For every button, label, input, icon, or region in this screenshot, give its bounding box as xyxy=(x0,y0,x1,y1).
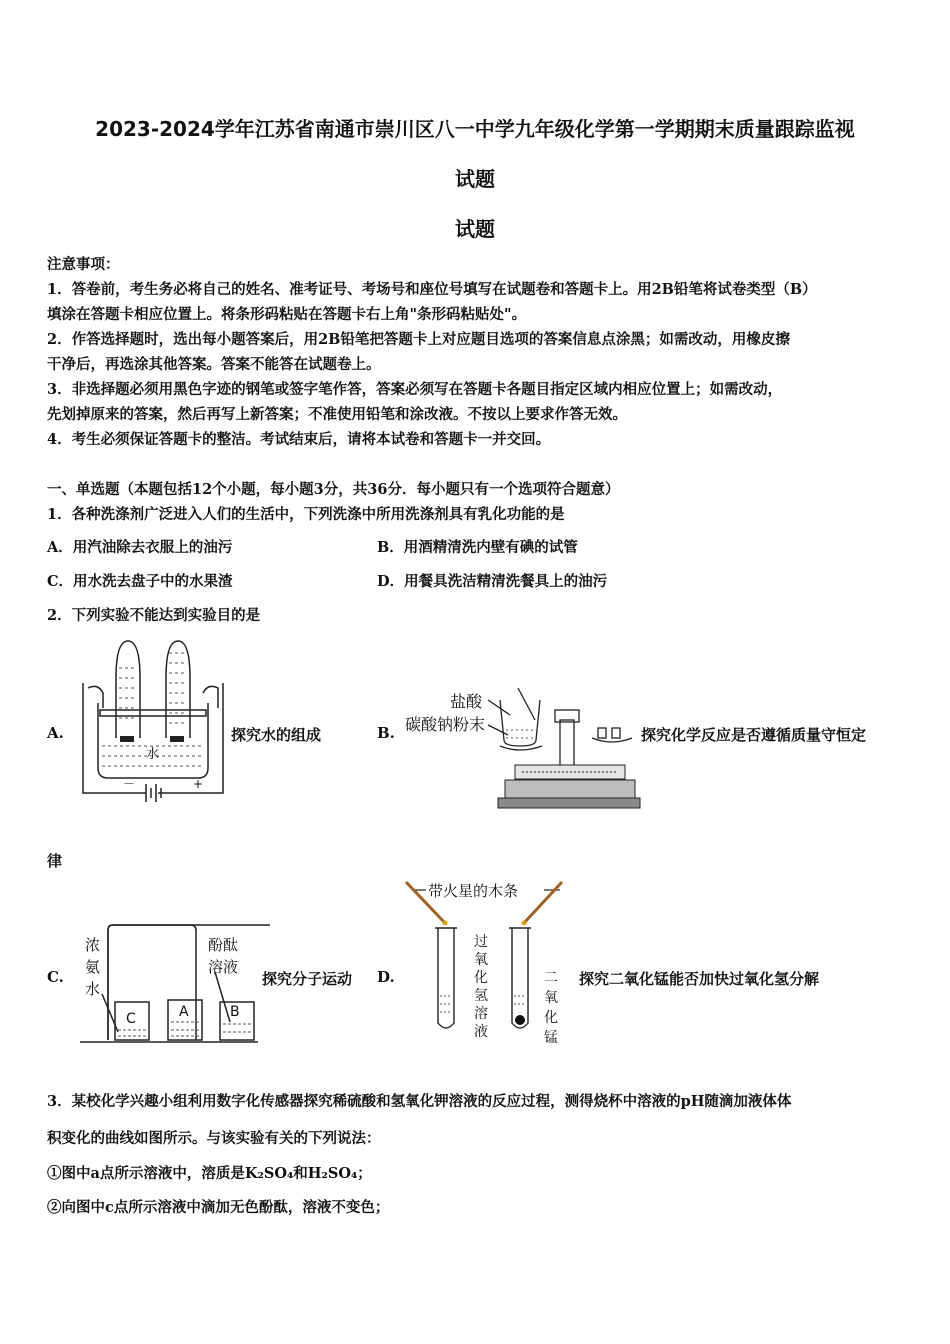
phenolphthalein-label-2: 溶液 xyxy=(208,958,239,976)
q1-option-c: C．用水洗去盘子中的水果渣 xyxy=(47,573,233,590)
q2-option-d-caption: 探究二氧化锰能否加快过氧化氢分解 xyxy=(579,970,820,988)
q2-option-b-caption: 探究化学反应是否遵循质量守恒定 xyxy=(641,726,867,744)
q2-option-c-caption: 探究分子运动 xyxy=(262,970,353,988)
notice-line: 先划掉原来的答案，然后再写上新答案；不准使用铅笔和涂改液。不按以上要求作答无效。 xyxy=(47,406,627,423)
h2o2-label-5: 溶 xyxy=(474,1006,488,1022)
q1-option-d: D．用餐具洗洁精清洗餐具上的油污 xyxy=(377,573,608,590)
h2o2-label-4: 氢 xyxy=(474,988,488,1004)
q3-statement-2: ②向图中c点所示溶液中滴加无色酚酞，溶液不变色； xyxy=(47,1199,390,1216)
notice-line: 干净后，再选涂其他答案。答案不能答在试题卷上。 xyxy=(47,356,381,373)
h2o2-label-1: 过 xyxy=(474,934,488,950)
ammonia-label-3: 水 xyxy=(85,980,101,998)
q1-stem: 1．各种洗涤剂广泛进入人们的生活中，下列洗涤中所用洗涤剂具有乳化功能的是 xyxy=(47,506,565,523)
section-heading: 一、单选题（本题包括12个小题，每小题3分，共36分．每小题只有一个选项符合题意） xyxy=(47,481,620,498)
mno2-label-3: 化 xyxy=(544,1010,558,1026)
q1-option-a: A．用汽油除去衣服上的油污 xyxy=(47,539,233,556)
q2-option-d-letter: D. xyxy=(377,968,395,986)
notice-heading: 注意事项： xyxy=(47,256,120,273)
water-label: 水 xyxy=(146,747,160,762)
beaker-a-label: A xyxy=(179,1004,189,1020)
q2-option-a-caption: 探究水的组成 xyxy=(231,726,322,744)
h2o2-label-6: 液 xyxy=(474,1024,488,1040)
q2-stem: 2．下列实验不能达到实验目的是 xyxy=(47,607,261,624)
molecular-motion-figure xyxy=(80,922,260,1047)
paper-title-line1: 2023-2024学年江苏省南通市崇川区八一中学九年级化学第一学期期末质量跟踪监视 xyxy=(95,117,855,141)
q2-option-b-letter: B. xyxy=(377,724,395,742)
q3-stem-line2: 积变化的曲线如图所示。与该实验有关的下列说法： xyxy=(47,1130,381,1147)
q3-statement-1: ①图中a点所示溶液中，溶质是K₂SO₄和H₂SO₄； xyxy=(47,1165,372,1182)
negative-terminal-label: － xyxy=(123,777,136,791)
q3-stem-line1: 3．某校化学兴趣小组利用数字化传感器探究稀硫酸和氢氧化钾溶液的反应过程，测得烧杯中溶液的pH随滴加液体体 xyxy=(47,1093,792,1110)
positive-terminal-label: + xyxy=(193,777,204,791)
beaker-c-label: C xyxy=(126,1011,136,1027)
h2o2-label-3: 化 xyxy=(474,970,488,986)
q1-option-b: B．用酒精清洗内壁有碘的试管 xyxy=(377,539,578,556)
ammonia-label-2: 氨 xyxy=(85,958,101,976)
mno2-label-4: 锰 xyxy=(544,1030,558,1046)
q2-option-b-caption-wrap: 律 xyxy=(47,852,63,870)
phenolphthalein-label-1: 酚酞 xyxy=(208,936,239,954)
mno2-label-1: 二 xyxy=(544,970,558,986)
paper-title-line2: 试题 xyxy=(455,167,495,191)
q2-option-c-letter: C. xyxy=(47,968,64,986)
q2-option-a-letter: A. xyxy=(47,724,64,742)
notice-line: 4．考生必须保证答题卡的整洁。考试结束后，请将本试卷和答题卡一并交回。 xyxy=(47,431,551,448)
balance-apparatus-figure xyxy=(400,680,640,812)
mno2-label-2: 氧 xyxy=(544,990,558,1006)
h2o2-label-2: 氧 xyxy=(474,952,488,968)
notice-line: 填涂在答题卡相应位置上。将条形码粘贴在答题卡右上角"条形码粘贴处"。 xyxy=(47,306,527,323)
notice-line: 3．非选择题必须用黑色字迹的钢笔或签字笔作答，答案必须写在答题卡各题目指定区域内相应位置上；如需改动， xyxy=(47,381,783,398)
notice-line: 1．答卷前，考生务必将自己的姓名、准考证号、考场号和座位号填写在试题卷和答题卡上。用2B铅笔将试卷类型（B） xyxy=(47,281,817,298)
electrolysis-apparatus-figure xyxy=(78,638,228,818)
catalysis-apparatus-figure xyxy=(400,878,570,1048)
beaker-b-label: B xyxy=(230,1004,240,1020)
sodium-carbonate-label: 碳酸钠粉末 xyxy=(405,715,486,734)
hydrochloric-acid-label: 盐酸 xyxy=(450,692,483,711)
ammonia-label-1: 浓 xyxy=(85,936,101,954)
glowing-splint-label: 带火星的木条 xyxy=(428,882,519,900)
paper-title-line3: 试题 xyxy=(455,217,495,241)
notice-line: 2．作答选择题时，选出每小题答案后，用2B铅笔把答题卡上对应题目选项的答案信息点涂黑；如需改动，用橡皮擦 xyxy=(47,331,790,348)
